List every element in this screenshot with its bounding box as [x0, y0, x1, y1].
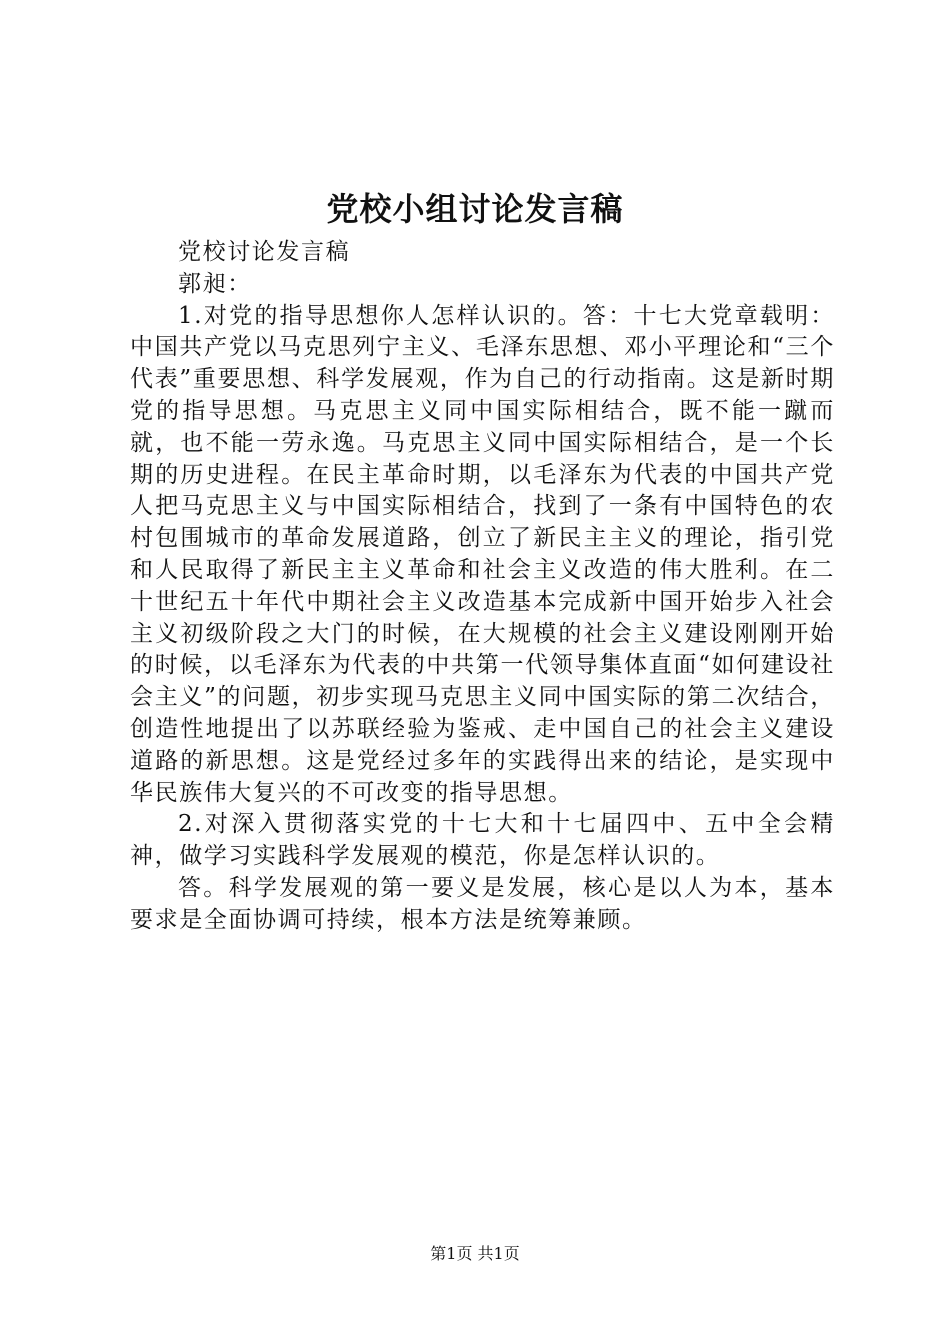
answer-two-paragraph: 答。科学发展观的第一要义是发展，核心是以人为本，基本要求是全面协调可持续，根本方法是统筹兼顾。	[130, 874, 835, 933]
subtitle-paragraph: 党校讨论发言稿	[178, 239, 351, 265]
document-title: 党校小组讨论发言稿	[326, 190, 624, 228]
document-body	[130, 237, 835, 937]
question-one-paragraph: 1.对党的指导思想你人怎样认识的。答：十七大党章载明：中国共产党以马克思列宁主义、毛泽东思想、邓小平理论和“三个代表”重要思想、科学发展观，作为自己的行动指南。这是新时期党的指导思想。马克思主义同中国实际相结合，既不能一蹴而就，也不能一劳永逸。马克思主义同中国实际相结合，是一个长期的历史进程。在民主革命时期，以毛泽东为代表的中国共产党人把马克思主义与中国实际相结合，找到了一条有中国特色的农村包围城市的革命发展道路，创立了新民主主义的理论，指引党和人民取得了新民主主义革命和社会主义改造的伟大胜利。在二十世纪五十年代中期社会主义改造基本完成新中国开始步入社会主义初级阶段之大门的时候，在大规模的社会主义建设刚刚开始的时候，以毛泽东为代表的中共第一代领导集体直面“如何建设社会主义”的问题，初步实现马克思主义同中国实际的第二次结合，创造性地提出了以苏联经验为鉴戒、走中国自己的社会主义建设道路的新思想。这是党经过多年的实践得出来的结论，是实现中华民族伟大复兴的不可改变的指导思想。	[130, 302, 835, 806]
page-footer: 第1页 共1页	[430, 1244, 520, 1263]
speaker-paragraph: 郭昶：	[178, 270, 252, 297]
question-two-paragraph: 2.对深入贯彻落实党的十七大和十七届四中、五中全会精神，做学习实践科学发展观的模范，你是怎样认识的。	[130, 811, 835, 870]
